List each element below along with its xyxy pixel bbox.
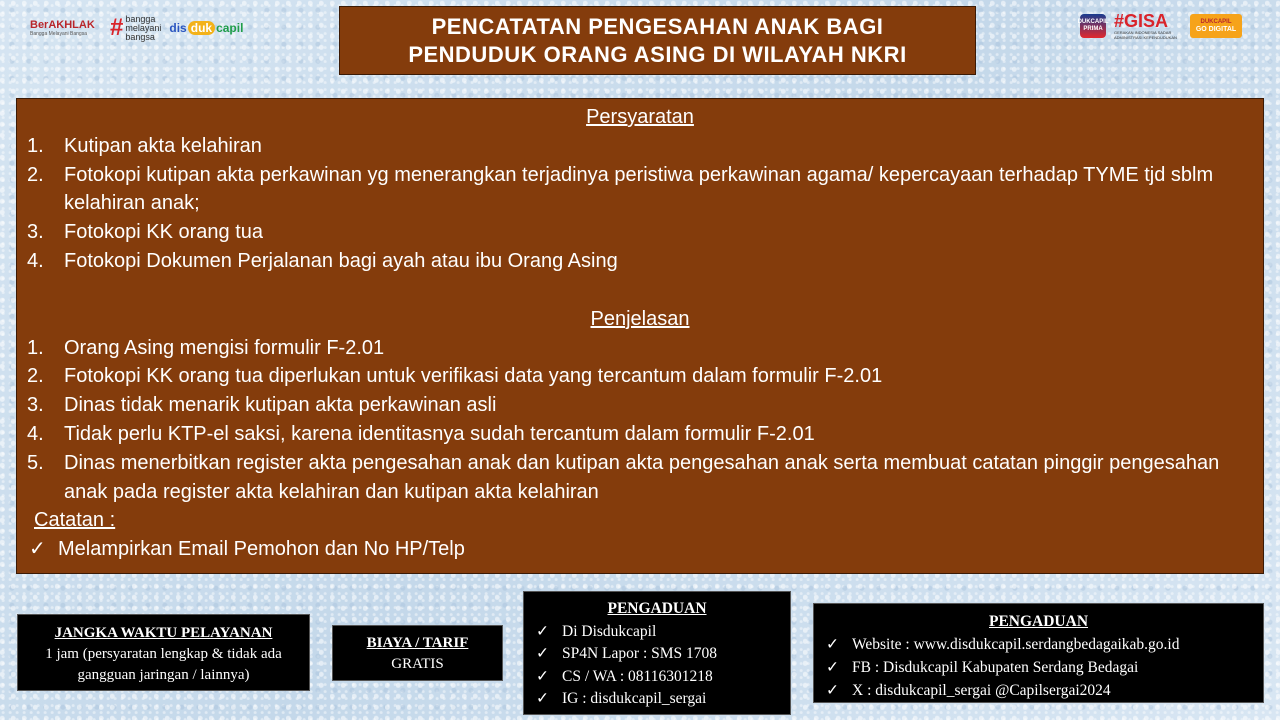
checkmark-icon: ✓ <box>536 622 549 640</box>
service-time-heading: JANGKA WAKTU PELAYANAN <box>54 625 273 641</box>
list-item <box>534 643 780 666</box>
catatan-item <box>27 535 1253 564</box>
complaint-item-text: X : disdukcapil_sergai @Capilsergai2024 <box>852 682 1111 699</box>
complaint-item-text: Website : www.disdukcapil.serdangbedagaikab.go.id <box>852 636 1180 653</box>
requirements-panel <box>16 98 1264 574</box>
persyaratan-list <box>27 132 1253 276</box>
list-item <box>824 656 1253 679</box>
service-time-text: 1 jam (persyaratan lengkap & tidak ada gangguan jaringan / lainnya) <box>45 646 282 683</box>
gisa-logo <box>1114 12 1182 40</box>
list-item-text: Fotokopi KK orang tua diperlukan untuk verifikasi data yang tercantum dalam formulir F-2.01 <box>64 365 883 388</box>
list-item <box>27 334 1253 363</box>
list-item <box>534 688 780 711</box>
list-item-number: 2. <box>27 163 44 186</box>
berakhlak-logo <box>30 19 102 37</box>
list-item <box>27 161 1253 219</box>
page-title <box>339 6 976 75</box>
list-item-number: 3. <box>27 394 44 417</box>
list-item-text: Dinas menerbitkan register akta pengesahan anak dan kutipan akta pengesahan anak serta membuat catatan pinggir pengesahan anak pada register akta kelahiran dan kutipan akta kelahiran <box>64 451 1220 503</box>
checkmark-icon: ✓ <box>826 636 839 653</box>
go-digital-logo-line1: DUKCAPIL <box>1200 19 1232 25</box>
list-item <box>27 218 1253 247</box>
list-item-text: Dinas tidak menarik kutipan akta perkawinan asli <box>64 394 497 417</box>
header-logos-left <box>30 10 243 46</box>
checkmark-icon: ✓ <box>536 667 549 685</box>
list-item-number: 4. <box>27 422 44 445</box>
disdukcapil-logo <box>169 21 243 35</box>
list-item <box>27 449 1253 507</box>
checkmark-icon: ✓ <box>29 538 46 561</box>
go-digital-logo-line2: GO DIGITAL <box>1195 26 1237 33</box>
checkmark-icon: ✓ <box>826 682 839 699</box>
complaint-heading: PENGADUAN <box>988 613 1089 630</box>
bangga-logo-text <box>125 15 161 42</box>
catatan-label: Catatan : <box>34 509 116 532</box>
list-item-number: 1. <box>27 336 44 359</box>
fee-box <box>332 625 503 681</box>
list-item-number: 3. <box>27 221 44 244</box>
disdukcapil-logo-part1: dis <box>169 21 187 35</box>
page-title-line1: PENCATATAN PENGESAHAN ANAK BAGI <box>431 13 884 39</box>
list-item-text: Fotokopi KK orang tua <box>64 221 264 244</box>
list-item <box>27 132 1253 161</box>
complaint-item-text: CS / WA : 08116301218 <box>562 667 713 685</box>
list-item <box>27 391 1253 420</box>
list-item <box>534 621 780 644</box>
list-item-text: Fotokopi kutipan akta perkawinan yg menerangkan terjadinya peristiwa perkawinan agama/ kepercayaan terhadap TYME tjd sblm kelahiran anak; <box>64 163 1214 215</box>
list-item-text: Kutipan akta kelahiran <box>64 134 262 157</box>
penjelasan-heading: Penjelasan <box>590 307 690 330</box>
checkmark-icon: ✓ <box>536 645 549 662</box>
go-digital-logo <box>1190 14 1242 38</box>
penjelasan-list <box>27 334 1253 507</box>
bangga-line2: melayani <box>125 22 162 33</box>
fee-heading: BIAYA / TARIF <box>366 635 469 651</box>
bangga-hash-icon: # <box>110 14 124 41</box>
complaint-item-text: Di Disdukcapil <box>562 622 657 640</box>
bangga-melayani-logo <box>110 15 161 42</box>
list-item <box>824 679 1253 702</box>
list-item <box>824 633 1253 656</box>
berakhlak-logo-text: BerAKHLAK <box>30 19 95 31</box>
complaint-box-local <box>523 591 791 715</box>
list-item-number: 2. <box>27 365 44 388</box>
page-title-line2: PENDUDUK ORANG ASING DI WILAYAH NKRI <box>408 41 907 67</box>
complaint-item-text: SP4N Lapor : SMS 1708 <box>562 645 718 662</box>
bangga-line1: bangga <box>125 13 156 24</box>
fee-value: GRATIS <box>391 656 444 672</box>
list-item <box>27 420 1253 449</box>
complaint-item-text: IG : disdukcapil_sergai <box>562 690 707 707</box>
list-item-text: Fotokopi Dokumen Perjalanan bagi ayah atau ibu Orang Asing <box>64 249 618 272</box>
list-item <box>27 362 1253 391</box>
gisa-logo-text: #GISA <box>1114 11 1169 31</box>
list-item-number: 4. <box>27 249 44 272</box>
dukcapil-prima-logo: DUKCAPIL PRIMA <box>1080 14 1106 38</box>
persyaratan-heading: Persyaratan <box>586 106 694 128</box>
section-spacer <box>27 276 1253 305</box>
complaint-item-text: FB : Disdukcapil Kabupaten Serdang Bedagai <box>852 659 1139 676</box>
list-item <box>534 666 780 689</box>
list-item-number: 5. <box>27 451 44 474</box>
disdukcapil-logo-part3: capil <box>216 21 244 35</box>
checkmark-icon: ✓ <box>536 690 549 707</box>
catatan-item-text: Melampirkan Email Pemohon dan No HP/Telp <box>58 538 465 561</box>
bangga-line3: bangsa <box>125 31 155 42</box>
list-item-number: 1. <box>27 134 44 157</box>
complaint-box-online <box>813 603 1264 703</box>
list-item <box>27 247 1253 276</box>
checkmark-icon: ✓ <box>826 659 839 676</box>
gisa-logo-subtext: GERAKAN INDONESIA SADAR ADMINISTRASI KEPENDUDUKAN <box>1114 30 1177 40</box>
list-item-text: Tidak perlu KTP-el saksi, karena identitasnya sudah tercantum dalam formulir F-2.01 <box>64 422 815 445</box>
complaint-heading: PENGADUAN <box>607 600 707 617</box>
service-time-box <box>17 614 310 691</box>
disdukcapil-logo-part2: duk <box>188 21 215 35</box>
header-logos-right <box>1077 11 1242 40</box>
list-item-text: Orang Asing mengisi formulir F-2.01 <box>64 336 385 359</box>
berakhlak-logo-subtext: Bangga Melayani Bangsa <box>30 31 87 37</box>
